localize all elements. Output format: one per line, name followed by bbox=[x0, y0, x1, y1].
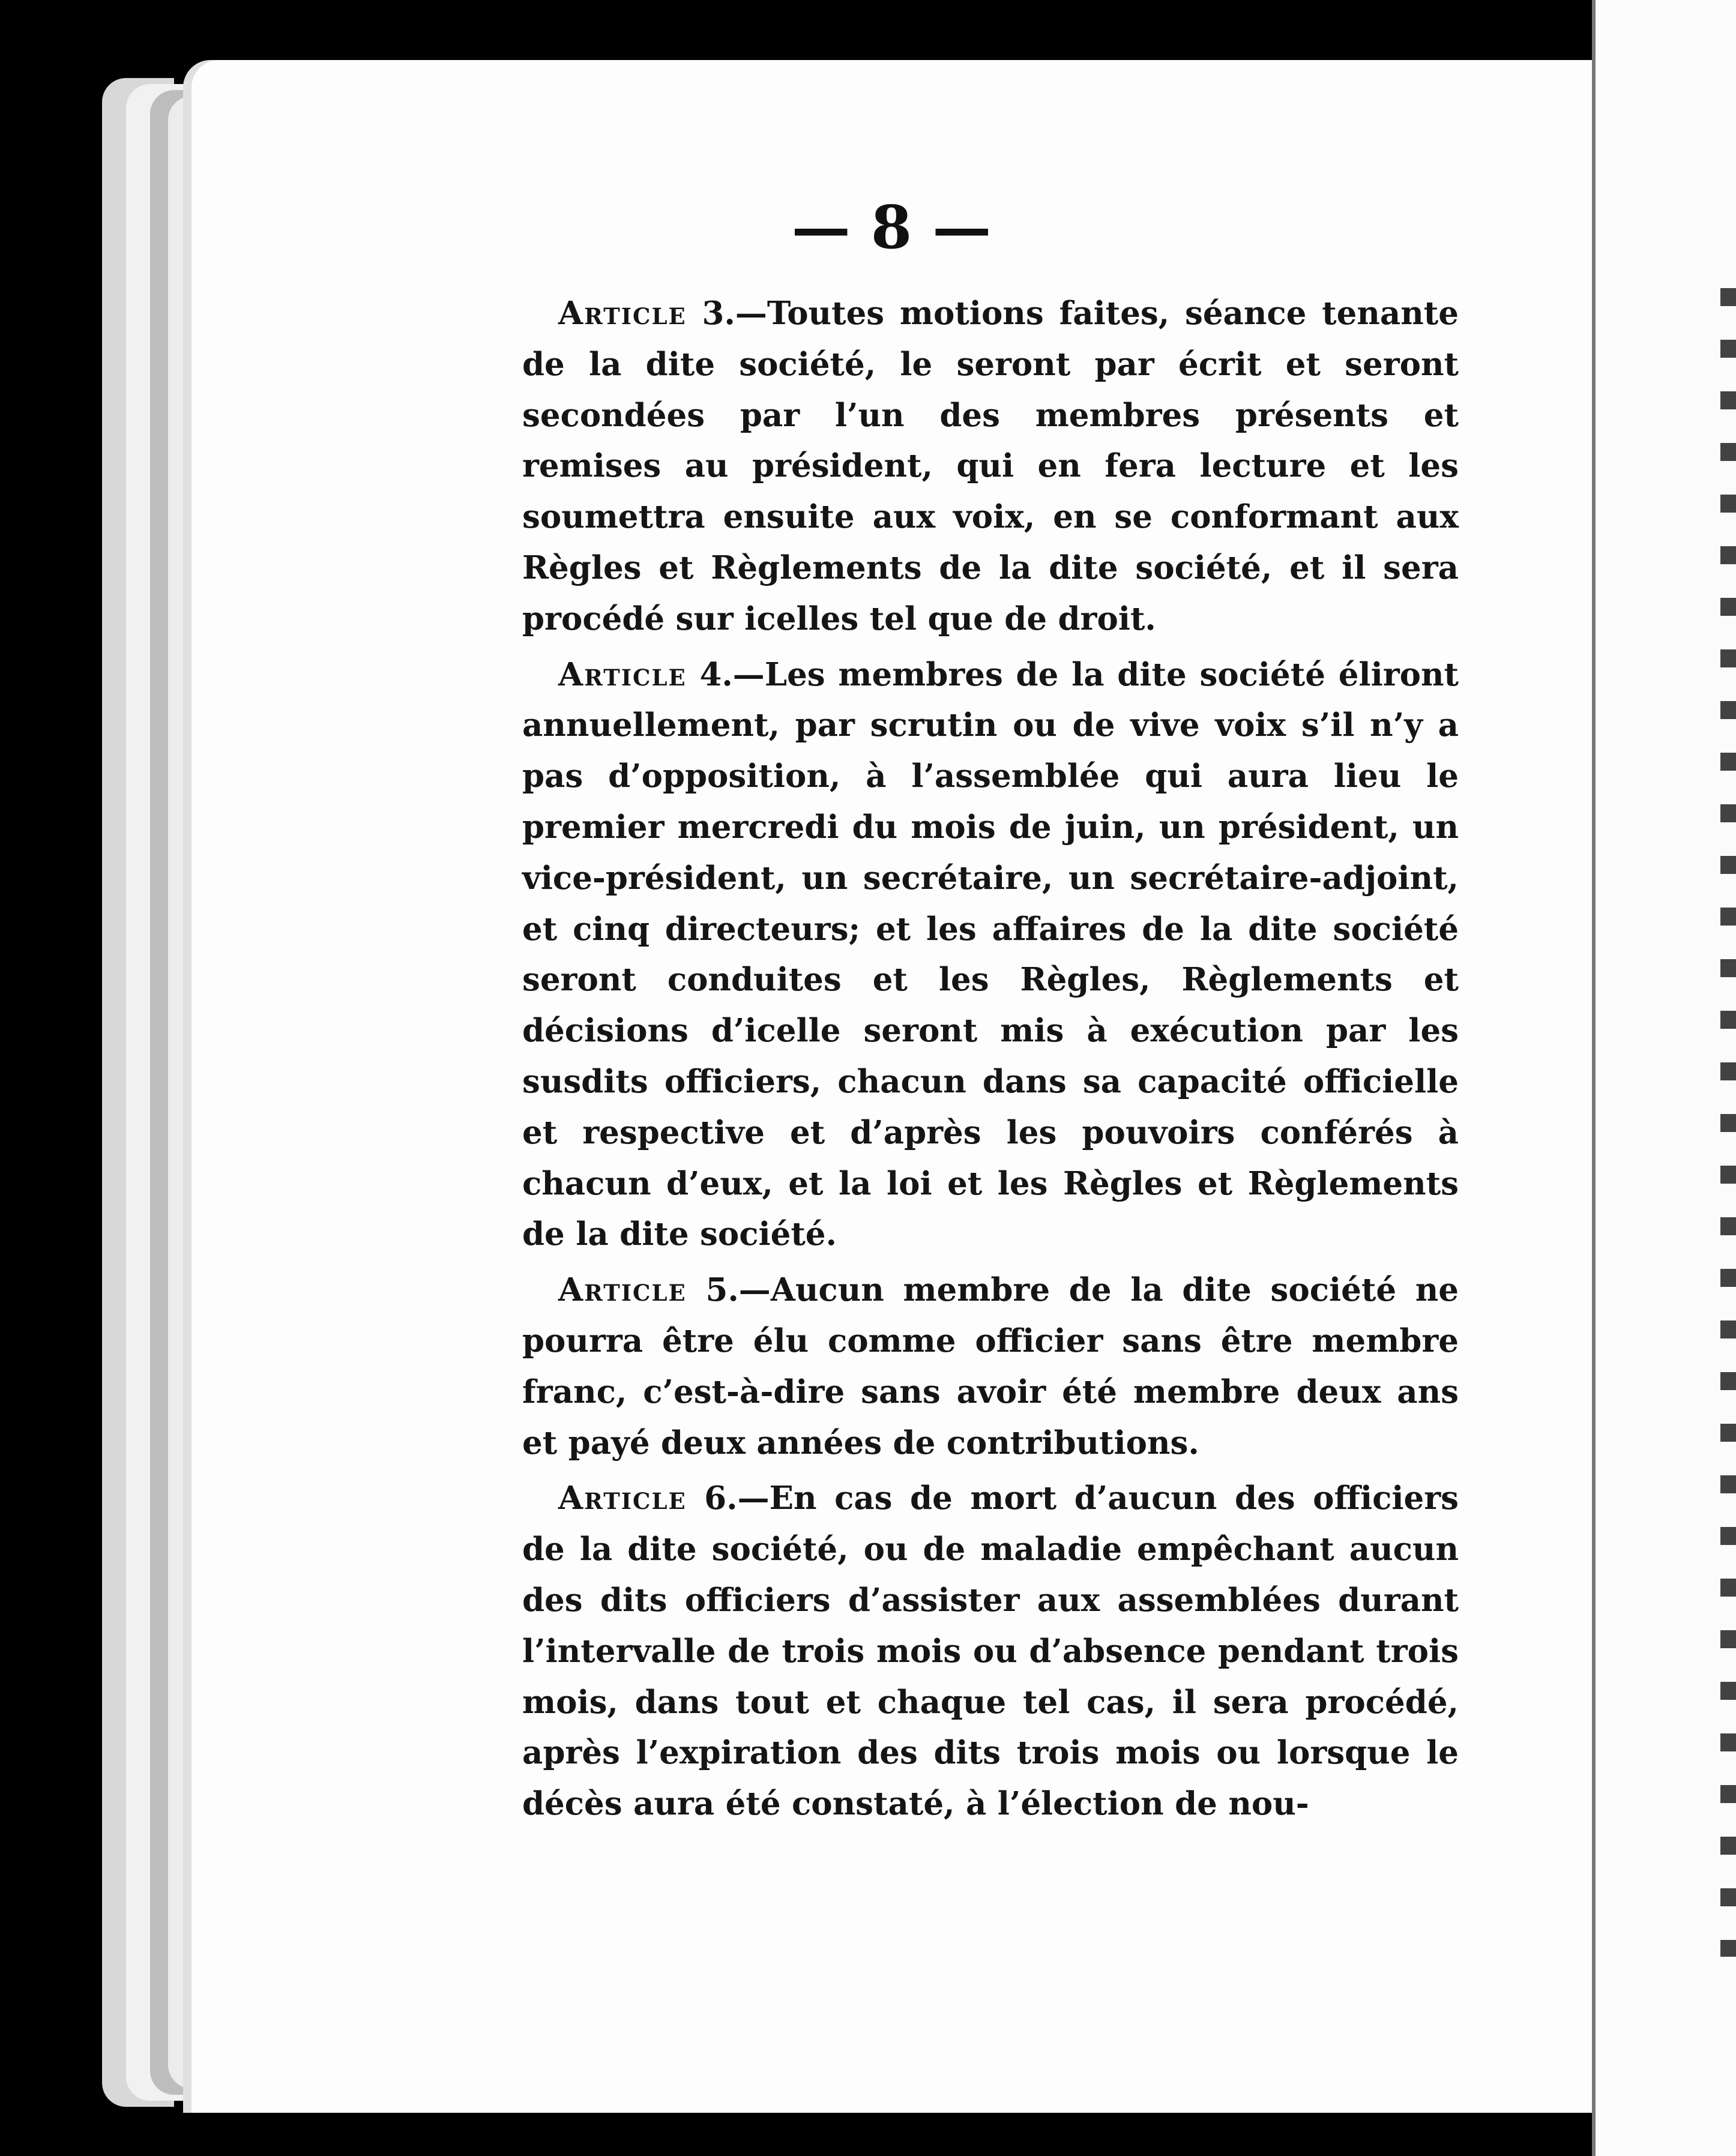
article-4 bbox=[522, 649, 1459, 1260]
article-text: En cas de mort d’aucun des officiers de la dite société, ou de maladie empêchant aucun des dits officiers d’assister aux assemblées durant l’intervalle de trois mois ou d’absence pendant trois mois, dans tout et chaque tel cas, il sera procédé, après l’expiration des dits trois mois ou lorsque le décès aura été constaté, à l’élection de nou- bbox=[522, 1480, 1459, 1823]
adjacent-page bbox=[1592, 0, 1736, 2156]
article-number: 6.— bbox=[686, 1480, 770, 1517]
article-text: Aucun membre de la dite société ne pourra être élu comme officier sans être membre franc, c’est-à-dire sans avoir été membre deux ans et payé deux années de contributions. bbox=[522, 1271, 1459, 1462]
adjacent-page-text-fragments bbox=[1720, 288, 1736, 1957]
article-text: Les membres de la dite société éliront annuellement, par scrutin ou de vive voix s’il n’y a pas d’opposition, à l’assemblée qui aura lieu le premier mercredi du mois de juin, un président, un vice-président, un secrétaire, un secrétaire-adjoint, et cinq directeurs; et les affaires de la dite société seront conduites et les Règles, Règlements et décisions d’icelle seront mis à exécution par les susdits officiers, chacun dans sa capacité officielle et respective et d’après les pouvoirs conférés à chacun d’eux, et la loi et les Règles et Règlements de la dite société. bbox=[522, 655, 1459, 1253]
article-label: Article bbox=[558, 655, 687, 693]
page-body bbox=[522, 288, 1459, 1834]
article-number: 5.— bbox=[686, 1271, 771, 1309]
article-text: Toutes motions faites, séance tenante de la dite société, le seront par écrit et seront secondées par l’un des membres présents et remises au président, qui en fera lecture et les soumettra ensuite aux voix, en se conformant aux Règles et Règlements de la dite société, et il sera procédé sur icelles tel que de droit. bbox=[522, 295, 1459, 637]
article-6 bbox=[522, 1473, 1459, 1829]
article-3 bbox=[522, 288, 1459, 645]
article-label: Article bbox=[558, 1271, 687, 1309]
article-label: Article bbox=[558, 295, 687, 332]
article-label: Article bbox=[558, 1480, 687, 1517]
page-number: — 8 — bbox=[791, 193, 992, 262]
article-5 bbox=[522, 1265, 1459, 1468]
article-number: 3.— bbox=[686, 295, 767, 332]
article-number: 4.— bbox=[686, 655, 765, 693]
